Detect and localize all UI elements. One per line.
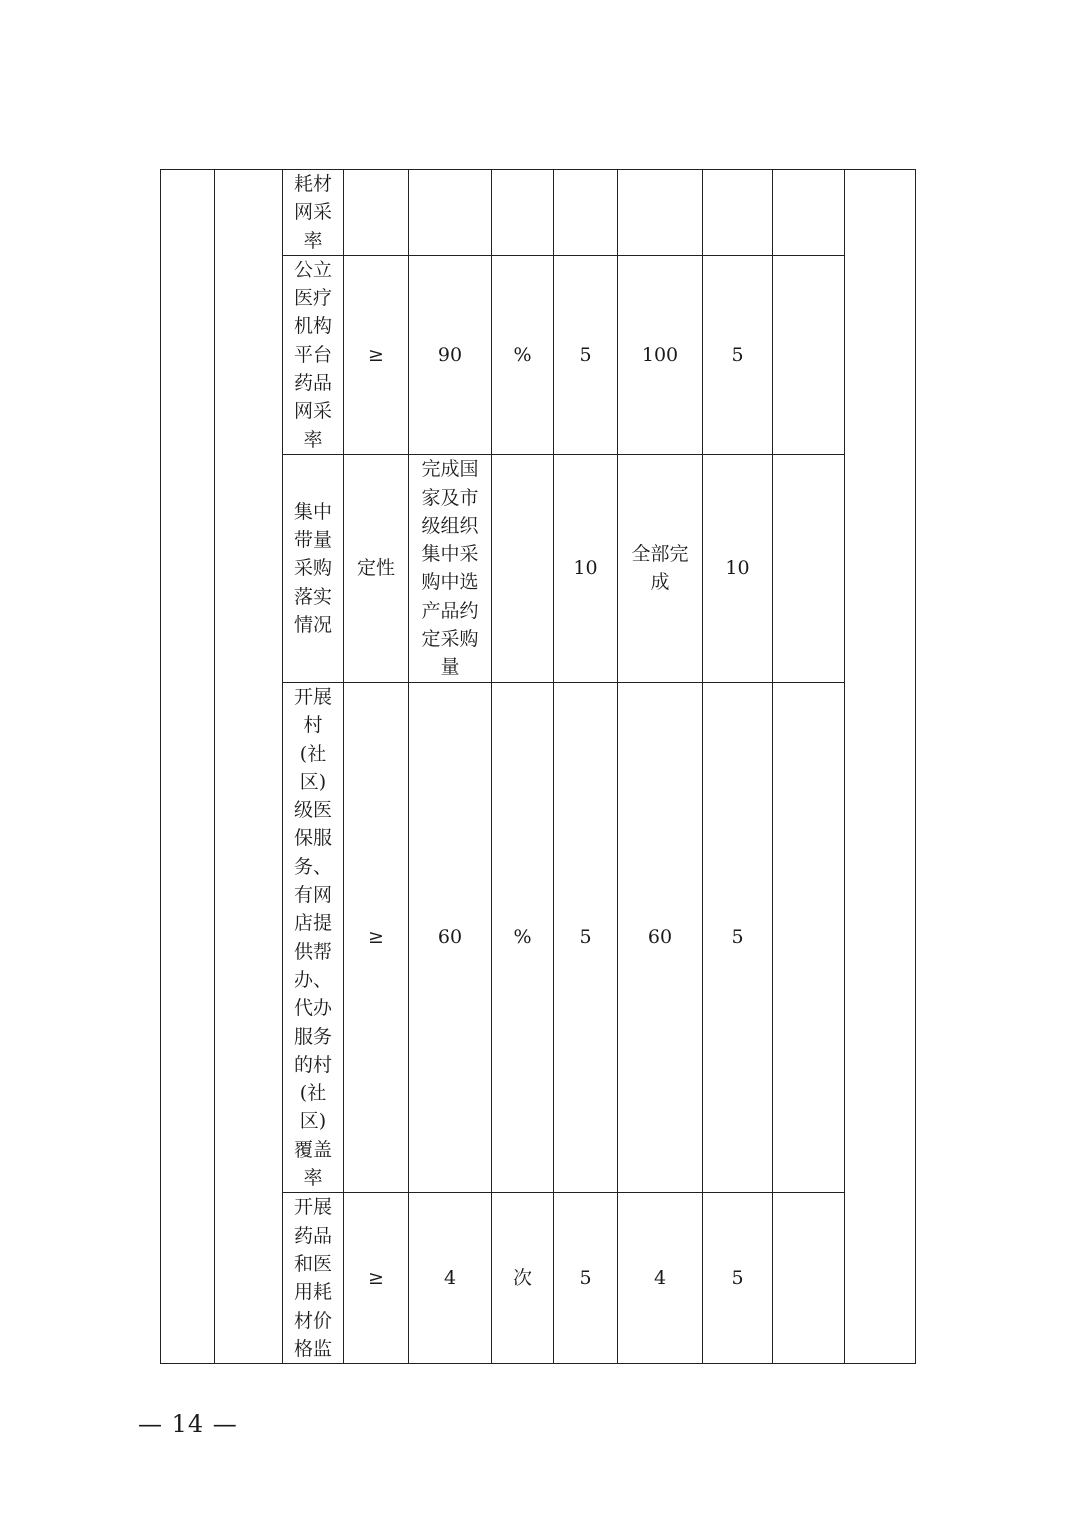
actual-value-cell <box>618 170 703 256</box>
weight-cell: 10 <box>554 454 618 682</box>
operator-cell: ≥ <box>344 1193 409 1364</box>
indicator-name-line: (社 <box>299 742 327 765</box>
target-value-line: 级组织 <box>421 514 479 537</box>
indicator-name-line: 率 <box>303 428 323 451</box>
indicator-name-line: 情况 <box>293 613 332 636</box>
actual-value-cell: 100 <box>618 255 703 454</box>
notes-column-cell <box>845 170 916 1364</box>
indicator-name-line: 开展 <box>293 1196 332 1219</box>
weight-cell: 5 <box>554 1193 618 1364</box>
indicator-name-cell <box>283 454 344 682</box>
indicator-name-line: 办、 <box>293 968 332 991</box>
target-value-cell <box>409 170 492 256</box>
unit-cell: % <box>492 255 554 454</box>
target-value-cell: 60 <box>409 682 492 1192</box>
page-number: — 14 — <box>138 1410 238 1438</box>
score-cell: 5 <box>703 1193 773 1364</box>
indicator-name-line: 服务 <box>293 1025 332 1048</box>
unit-cell: % <box>492 682 554 1192</box>
indicator-name-line: 公立 <box>293 258 332 281</box>
indicator-name-line: 开展 <box>293 685 332 708</box>
target-value-cell: 90 <box>409 255 492 454</box>
indicator-name-line: 区) <box>299 770 327 793</box>
unit-cell <box>492 454 554 682</box>
category-level1-cell <box>161 170 215 1364</box>
target-value-line: 完成国 <box>421 458 479 481</box>
remark-cell <box>773 1193 845 1364</box>
operator-cell: ≥ <box>344 682 409 1192</box>
target-value-line: 产品约 <box>421 599 479 622</box>
weight-cell: 5 <box>554 255 618 454</box>
indicator-name-line: 网采 <box>293 400 332 423</box>
indicator-name-line: 率 <box>303 1167 323 1190</box>
operator-cell <box>344 170 409 256</box>
target-value-line: 量 <box>440 656 460 679</box>
indicator-name-line: 保服 <box>293 827 332 850</box>
operator-cell: 定性 <box>344 454 409 682</box>
indicator-name-line: 区) <box>299 1110 327 1133</box>
indicator-name-line: 机构 <box>293 315 332 338</box>
target-value-line: 集中采 <box>421 543 479 566</box>
indicator-name-cell <box>283 255 344 454</box>
indicator-name-line: 医疗 <box>293 287 332 310</box>
indicator-name-line: (社 <box>299 1082 327 1105</box>
indicator-name-line: 店提 <box>293 912 332 935</box>
indicator-name-line: 集中 <box>293 500 332 523</box>
actual-value-line: 成 <box>650 571 670 594</box>
weight-cell: 5 <box>554 682 618 1192</box>
table-row <box>161 170 916 256</box>
indicator-name-line: 覆盖 <box>293 1138 332 1161</box>
indicator-name-cell <box>283 170 344 256</box>
remark-cell <box>773 170 845 256</box>
indicator-name-line: 率 <box>303 229 323 252</box>
indicator-name-line: 材价 <box>293 1309 332 1332</box>
indicator-name-line: 采购 <box>293 557 332 580</box>
unit-cell: 次 <box>492 1193 554 1364</box>
category-level2-cell <box>215 170 283 1364</box>
indicator-name-cell <box>283 1193 344 1364</box>
target-value-cell: 4 <box>409 1193 492 1364</box>
indicator-name-line: 级医 <box>293 799 332 822</box>
indicator-name-line: 格监 <box>293 1337 332 1360</box>
indicator-name-line: 供帮 <box>293 940 332 963</box>
remark-cell <box>773 255 845 454</box>
indicator-name-line: 耗材 <box>293 173 332 195</box>
remark-cell <box>773 454 845 682</box>
weight-cell <box>554 170 618 256</box>
remark-cell <box>773 682 845 1192</box>
indicator-name-line: 药品 <box>293 1224 332 1247</box>
indicator-name-line: 村 <box>303 714 323 737</box>
indicator-name-line: 药品 <box>293 372 332 395</box>
target-value-line: 家及市 <box>421 486 479 509</box>
indicator-name-line: 代办 <box>293 997 332 1020</box>
target-value-cell <box>409 454 492 682</box>
indicator-name-line: 平台 <box>293 343 332 366</box>
score-cell: 5 <box>703 682 773 1192</box>
score-cell: 5 <box>703 255 773 454</box>
score-cell: 10 <box>703 454 773 682</box>
actual-value-cell: 60 <box>618 682 703 1192</box>
indicator-name-line: 网采 <box>293 201 332 224</box>
indicator-name-line: 有网 <box>293 884 332 907</box>
indicator-name-line: 落实 <box>293 585 332 608</box>
performance-indicator-table <box>160 169 916 1364</box>
indicator-name-cell <box>283 682 344 1192</box>
operator-cell: ≥ <box>344 255 409 454</box>
target-value-line: 购中选 <box>421 571 479 594</box>
indicator-name-line: 带量 <box>293 529 332 552</box>
indicator-name-line: 和医 <box>293 1252 332 1275</box>
actual-value-cell: 4 <box>618 1193 703 1364</box>
indicator-name-line: 务、 <box>293 855 332 878</box>
actual-value-line: 全部完 <box>631 543 689 566</box>
unit-cell <box>492 170 554 256</box>
score-cell <box>703 170 773 256</box>
actual-value-cell <box>618 454 703 682</box>
target-value-line: 定采购 <box>421 628 479 651</box>
indicator-name-line: 用耗 <box>293 1281 332 1304</box>
indicator-name-line: 的村 <box>293 1053 332 1076</box>
